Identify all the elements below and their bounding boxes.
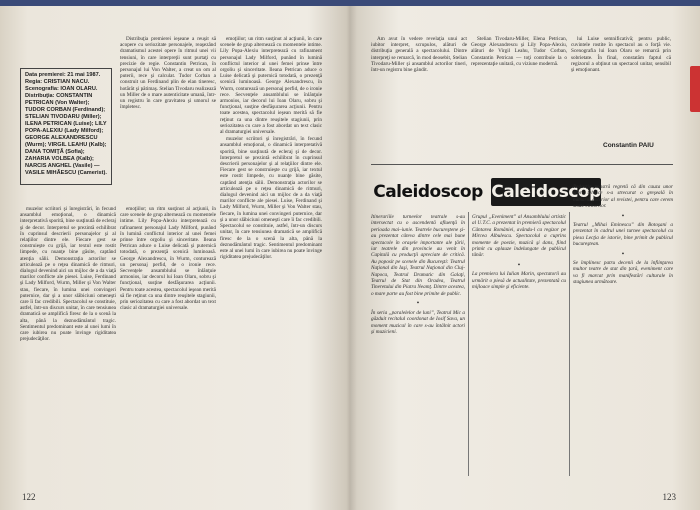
page-number-right: 123 <box>662 492 676 502</box>
column-divider-2 <box>569 212 570 476</box>
cal-col3b-text: Teatrul „Mihai Eminescu” din Botoşani a prezentat în cadrul unei turnee spectacolul cu piesa Lecţia de istorie, bine primit de publicul bucureştean. <box>573 222 673 248</box>
right-column-top-b <box>471 36 567 154</box>
right-top-c-text: lui Luise semnificativă; pentru public, cuvintele rostite în spectacol au o forţă vie. Scenografia lui Ioan Olaru se remarcă prin sobrietate. În final, constatăm faptul că regizorul a obţinut un spectacol unitar, sensibil şi emoţionant. <box>571 36 671 74</box>
left-column-top-text: Distribuţia premierei ieşeane a reuşit să acopere cu seriozitate personajele, reaşezând dramatismul acestei opere în ritmul unei vii tensiuni, în care interpreţii sunt purtaţi cu precizie de regie. Constantin Petrican, în personajul lui Von Walter, a creat un om al puterii, rece şi calculat. Tudor Corban a construit un Ferdinand plin de elan tineresc, hotărât şi pătimaş. Stelian Tivodaru realizează un Miller de o mare autenticitate umană, într-un registru în care gravitatea şi umorul se împletesc. <box>120 36 216 111</box>
right-column-top-c <box>571 36 671 128</box>
caleidoscop-column-3 <box>573 184 673 482</box>
left-column-a-text: muzelor scriitori şi înregistrări, în fecund ansamblul emoţional, o dinamică interpretativă sporită, bine susţinută de ecleraj şi de decor. Interpretul se prezintă echilibrat în cuprinsul descrierii personajelor şi al relaţiilor dintre ele. Fiecare gest se construieşte cu grijă, iar textul este rostit limpede, cu nuanţe bine găsite, captând atenţia sălii. Demonstraţia actorilor se articulează pe o reţea dinamică de ritmuri, dialogul devenind aici un mijloc de a da viaţă marilor conflicte ale piesei. Luise, Ferdinand şi Lady Milford, Wurm, Miller şi Von Walter stau, fiecare, în lumina unei convingeri puternice, dar şi a unor slăbiciuni omeneşti care îi fac credibili. Spectacolul se constituie, astfel, într-un discurs unitar, în care tensiunea dramatică se amplifică firesc de la o scenă la alta, până la deznodământul tragic. Sentimentul predominant este al unei lumi în care iubirea nu poate învinge rigiditatea prejudecăţilor. <box>20 206 116 343</box>
separator-dot-3: • <box>621 211 625 220</box>
separator-dot-4: • <box>621 249 625 258</box>
separator-dot-2: • <box>517 260 521 269</box>
section-divider <box>371 164 673 165</box>
cal-col1-text: Itinerariile turneelor teatrale s-au intersectat cu o ascendentă afluenţă în perioada mai–iunie. Teatrele bucureştene şi-au prezentat câteva dintre cele mai bune spectacole în oraşele importante ale ţării, iar teatrele din provincie au venit în Capitală cu producţii apreciate de critică. Au poposit pe scenele din Bucureşti: Teatrul Naţional din Iaşi, Teatrul Naţional din Cluj-Napoca, Teatrul Dramatic din Galaţi, Teatrul de Stat din Oradea, Teatrul Tineretului din Piatra Neamţ. Dintre acestea, o mare parte au fost bine primite de public. <box>371 214 465 297</box>
bookmark-tab <box>690 66 700 112</box>
caleidoscop-logo-filled: Caleidoscop <box>491 178 601 206</box>
page-number-left: 122 <box>22 492 36 502</box>
right-top-b-text: Stelian Tivodaru-Miller, Elena Petrican, George Alexandrescu şi Lily Popa-Alexiu, alături de Virgil Leahu, Tudor Corban, Constantin Petrican — toţi contribuie la o reprezentaţie unitară, cu viziune modernă. <box>471 36 567 67</box>
right-top-a-text: Am avut în vedere revelaţia unui act iubitor interpret, scrupulos, alături de distribuţia generală a spectacolului. Dintre interpreţi se remarcă, în mod deosebit, Stelian Tivodaru-Miller şi ansamblul actorilor tineri, într-un registru bine gândit. <box>371 36 467 74</box>
caleidoscop-column-1 <box>371 214 465 482</box>
left-column-c-text-2: muzelor scriitori şi înregistrări, în fecund ansamblul emoţional, o dinamică interpretativă sporită, bine susţinută de ecleraj şi de decor. Interpretul se prezintă echilibrat în cuprinsul descrierii personajelor şi al relaţiilor dintre ele. Fiecare gest se construieşte cu grijă, iar textul este rostit limpede, cu nuanţe bine găsite, captând atenţia sălii. Demonstraţia actorilor se articulează pe o reţea dinamică de ritmuri, dialogul devenind aici un mijloc de a da viaţă marilor conflicte ale piesei. Luise, Ferdinand şi Lady Milford, Wurm, Miller şi Von Walter stau, fiecare, în lumina unei convingeri puternice, dar şi a unor slăbiciuni omeneşti care îi fac credibili. Spectacolul se constituie, astfel, într-un discurs unitar, în care tensiunea dramatică se amplifică firesc de la o scenă la alta, până la deznodământul tragic. Sentimentul predominant este al unei lumi în care iubirea nu poate învinge rigiditatea prejudecăţilor. <box>220 136 322 261</box>
cal-col3-text: Redacţia noastră regretă că din cauza unor erori tehnice s-a strecurat o greşeală în numărul anterior al revistei, pentru care cerem scuze cititorilor. <box>573 184 673 210</box>
cal-col1b-text: În seria „paralelelor de luni”, Teatrul Mic a găzduit recitalul coordonat de Iosif Sava, un moment muzical în care s-au întâlnit actori şi muzicieni. <box>371 309 465 335</box>
left-column-b-text: emoţiilor; un ritm susţinut al acţiunii, în care scenele de grup alternează cu momentele intime. Lily Popa-Alexiu interpretează cu rafinament personajul Lady Milford, punând în lumină conflictul interior al unei femei prinse între orgoliu şi sinceritate. Ileana Petrican aduce o Luise delicată şi puternică totodată, o prezenţă scenică luminoasă. George Alexandrescu, în Wurm, conturează un personaj perfid, de o ironie rece. Secvenţele ansamblului se înlănţuie armonios, iar decorul lui Ioan Olaru, sobru şi funcţional, susţine desfăşurarea acţiunii. Pentru toate acestea, spectacolul ieşean merită să fie reţinut ca una dintre reuşitele stagiunii, prin seriozitatea cu care a fost abordat un text clasic al dramaturgiei universale. <box>120 206 216 312</box>
credits-box <box>20 68 112 185</box>
left-column-c <box>220 36 322 478</box>
cal-col2-text: Grupul „Eveniment” al Ansamblului artistic al U.T.C. a prezentat în premieră spectacolul Cântarea României, avându-l ca regizor pe Mircea Albulescu. Spectacolul a cuprins momente de poezie, muzică şi dans, fiind primit cu aplauze îndelungate de publicul tânăr. <box>472 214 566 259</box>
left-page <box>0 6 349 510</box>
column-divider-1 <box>468 212 469 476</box>
left-column-b <box>120 206 216 478</box>
cal-col3c-text: Se împlinesc patru decenii de la înfiinţarea multor teatre de stat din ţară, eveniment care va fi marcat prin manifestări culturale în stagiunea următoare. <box>573 260 673 286</box>
credits-cast: Distribuţia: CONSTANTIN PETRICAN (Von Walter); TUDOR CORBAN (Ferdinand); STELIAN TIVODARU (Miller); ILENA PETRICAN (Luise); LILY POPA-ALEXIU (Lady Milford); GEORGE ALEXANDRESCU (Wurm); VIRGIL LEAHU (Kalb); DANA TOMIŢĂ (Sofia); ZAHARIA VOLBEA (Kalb); NARCIS ANGHEL (Vasile) — VASILE MIHĂESCU (Camerist). <box>25 93 107 176</box>
left-column-a <box>20 206 116 478</box>
credits-premiere: Data premierei: 21 mai 1987. Regia: CRISTIAN NACU. Scenografia: IOAN OLARU. <box>25 72 101 92</box>
caleidoscop-column-2 <box>472 214 566 482</box>
separator-dot: • <box>416 299 420 308</box>
cal-col2b-text: La premiera lui Iulian Marin, spectatorii au urmărit o piesă de actualitate, prezentată cu mijloace simple şi eficiente. <box>472 271 566 291</box>
article-author: Constantin PAIU <box>603 142 654 149</box>
right-page <box>351 6 700 510</box>
left-column-top <box>120 36 216 204</box>
right-column-top-a <box>371 36 467 154</box>
left-column-c-text: emoţiilor; un ritm susţinut al acţiunii, în care scenele de grup alternează cu momentele intime. Lily Popa-Alexiu interpretează cu rafinament personajul Lady Milford, punând în lumină conflictul interior al unei femei prinse între orgoliu şi sinceritate. Ileana Petrican aduce o Luise delicată şi puternică totodată, o prezenţă scenică luminoasă. George Alexandrescu, în Wurm, conturează un personaj perfid, de o ironie rece. Secvenţele ansamblului se înlănţuie armonios, iar decorul lui Ioan Olaru, sobru şi funcţional, susţine desfăşurarea acţiunii. Pentru toate acestea, spectacolul ieşean merită să fie reţinut ca una dintre reuşitele stagiunii, prin seriozitatea cu care a fost abordat un text clasic al dramaturgiei universale. <box>220 36 322 136</box>
book-spread <box>0 6 700 510</box>
caleidoscop-logo-outline: Caleidoscop <box>373 182 483 202</box>
